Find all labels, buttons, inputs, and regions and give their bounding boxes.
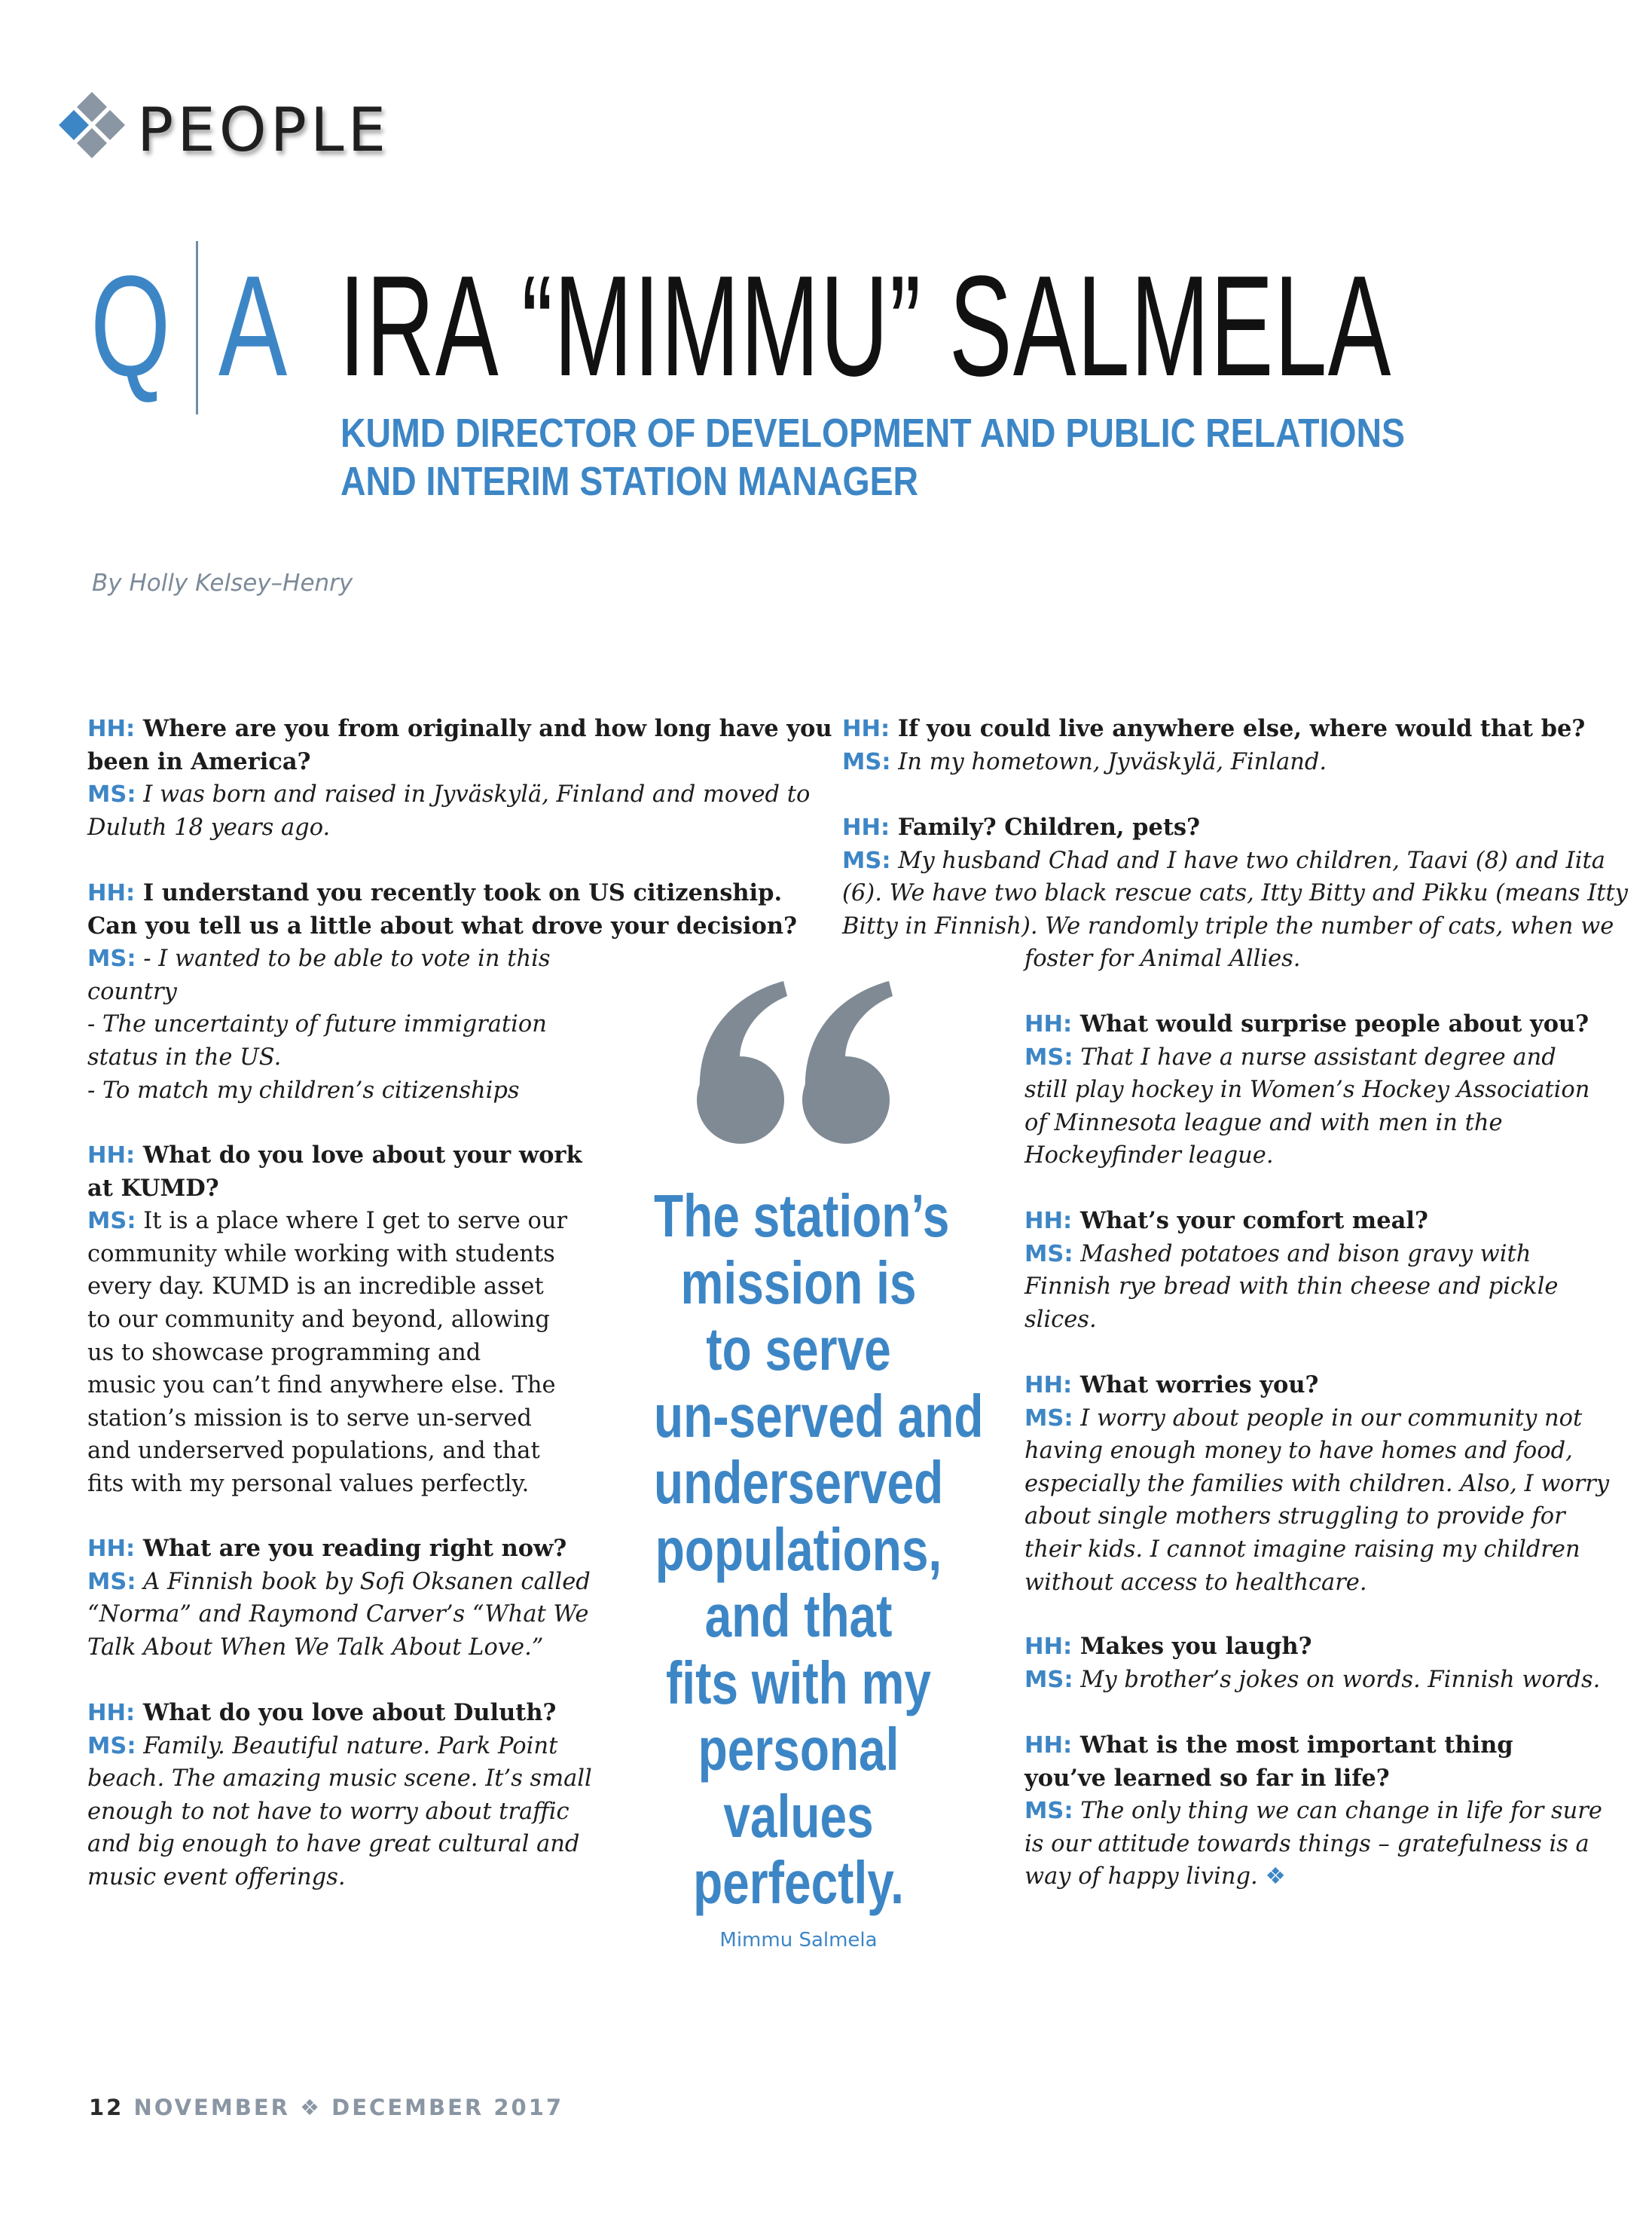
answer-cont: station’s mission is to serve un-served — [87, 1404, 532, 1432]
ms-label: MS: — [87, 1208, 136, 1235]
answer-cont: fits with my personal values perfectly. — [87, 1470, 530, 1497]
ms-label: MS: — [1024, 1404, 1073, 1432]
answer: MS: I worry about people in our community not — [1024, 1404, 1583, 1432]
answer: MS: Family. Beautiful nature. Park Point — [87, 1732, 558, 1759]
question-cont: Can you tell us a little about what drove your decision? — [87, 912, 797, 940]
answer: MS: - I wanted to be able to vote in this — [87, 946, 551, 973]
pull-quote-attribution: Mimmu Salmela — [719, 1929, 878, 1951]
question: HH: What worries you? — [1024, 1371, 1319, 1398]
answer: MS: My brother’s jokes on words. Finnish words. — [1024, 1666, 1601, 1693]
qa-item-duluth — [87, 1697, 592, 1894]
answer: MS: In my hometown, Jyväskylä, Finland. — [842, 748, 1327, 775]
answer-cont: of Minnesota league and with men in the — [1024, 1109, 1503, 1136]
answer-cont: music you can’t find anywhere else. The — [87, 1372, 556, 1399]
answer: MS: My husband Chad and I have two children, Taavi (8) and Iita — [842, 847, 1605, 874]
answer-cont: enough to not have to worry about traffic — [87, 1798, 569, 1825]
ms-label: MS: — [842, 748, 891, 775]
answer-cont: Duluth 18 years ago. — [87, 814, 331, 841]
qa-item-work — [87, 1139, 582, 1501]
answer-cont: - To match my children’s citizenships — [87, 1077, 520, 1104]
answer: MS: That I have a nurse assistant degree and — [1024, 1044, 1556, 1071]
answer-cont: - The uncertainty of future immigration — [87, 1011, 547, 1038]
question: HH: What would surprise people about you? — [1024, 1010, 1589, 1038]
ms-label: MS: — [1024, 1240, 1073, 1267]
answer-cont: is our attitude towards things – gratefulness is a — [1024, 1830, 1589, 1857]
quote-mark-icon — [689, 980, 900, 1153]
answer-cont: Bitty in Finnish). We randomly triple the number of cats, when we — [842, 912, 1614, 940]
hh-label: HH: — [1024, 1208, 1073, 1234]
qa-item-learned — [1024, 1729, 1602, 1893]
section-label: PEOPLE — [137, 95, 390, 165]
pull-quote-line: and that — [704, 1582, 893, 1649]
hh-label: HH: — [842, 815, 890, 841]
answer-cont: about single mothers struggling to provide for — [1024, 1503, 1565, 1530]
answer-cont: us to showcase programming and — [87, 1339, 481, 1366]
answer-cont: and big enough to have great cultural and — [87, 1831, 580, 1858]
pull-quote-line: un-served and — [654, 1382, 984, 1450]
answer-cont: Talk About When We Talk About Love.” — [87, 1634, 544, 1661]
answer-cont: country — [87, 978, 177, 1005]
qa-divider — [196, 241, 198, 414]
question: HH: Family? Children, pets? — [842, 814, 1200, 841]
hh-label: HH: — [842, 716, 890, 742]
answer-cont: slices. — [1024, 1306, 1097, 1333]
answer-cont: (6). We have two black rescue cats, Itty Bitty and Pikku (means Itty — [842, 880, 1629, 907]
hh-label: HH: — [87, 1536, 136, 1562]
pull-quote-line: populations, — [655, 1515, 942, 1583]
qa-item-comfort-meal — [1024, 1205, 1558, 1336]
hh-label: HH: — [87, 716, 136, 742]
question: HH: If you could live anywhere else, where would that be? — [842, 715, 1586, 742]
pull-quote-line: The station’s — [654, 1182, 950, 1249]
answer-cont: their kids. I cannot imagine raising my children — [1024, 1536, 1580, 1563]
ms-label: MS: — [87, 946, 136, 973]
answer-cont: Finnish rye bread with thin cheese and pickle — [1024, 1273, 1559, 1300]
answer-cont: and underserved populations, and that — [87, 1438, 540, 1465]
ms-label: MS: — [1024, 1666, 1073, 1693]
question: HH: I understand you recently took on US citizenship. — [87, 879, 783, 906]
qa-item-family — [842, 811, 1628, 976]
pull-quote-line: to serve — [706, 1316, 891, 1383]
byline: By Holly Kelsey–Henry — [92, 570, 353, 597]
answer: MS: It is a place where I get to serve our — [87, 1208, 568, 1235]
answer-cont: music event offerings. — [87, 1863, 346, 1890]
ms-label: MS: — [1024, 1044, 1073, 1071]
subtitle-line-1: KUMD DIRECTOR OF DEVELOPMENT AND PUBLIC RELATIONS — [340, 411, 1406, 456]
hh-label: HH: — [1024, 1011, 1073, 1038]
hh-label: HH: — [1024, 1634, 1073, 1660]
answer: MS: A Finnish book by Sofi Oksanen called — [87, 1568, 591, 1595]
ms-label: MS: — [842, 847, 891, 874]
pull-quote — [618, 1182, 984, 1917]
hh-label: HH: — [1024, 1732, 1073, 1759]
qa-item-laugh — [1024, 1631, 1600, 1696]
issue-date: NOVEMBER ❖ DECEMBER 2017 — [133, 2095, 564, 2120]
ms-label: MS: — [87, 781, 136, 808]
diamond-logo-icon — [54, 87, 130, 163]
answer-cont: having enough money to have homes and food, — [1024, 1438, 1573, 1465]
question-cont: at KUMD? — [87, 1174, 219, 1202]
question-cont: you’ve learned so far in life? — [1024, 1764, 1390, 1792]
answer-cont: especially the families with children. Also, I worry — [1024, 1470, 1610, 1497]
ms-label: MS: — [1024, 1798, 1073, 1825]
answer: MS: Mashed potatoes and bison gravy with — [1024, 1240, 1531, 1267]
answer: MS: The only thing we can change in life for sure — [1024, 1798, 1602, 1825]
question: HH: What do you love about your work — [87, 1142, 582, 1169]
answer-cont: to our community and beyond, allowing — [87, 1306, 550, 1333]
page-title: IRA “MIMMU” SALMELA — [339, 246, 1392, 406]
page-footer — [89, 2095, 563, 2120]
pull-quote-line: values — [723, 1782, 874, 1850]
answer-cont: “Norma” and Raymond Carver’s “What We — [87, 1601, 589, 1628]
qa-item-origin — [87, 713, 832, 844]
pull-quote-line: underserved — [654, 1449, 944, 1516]
ms-label: MS: — [87, 1568, 136, 1595]
question: HH: Makes you laugh? — [1024, 1633, 1312, 1660]
qa-item-surprise — [1024, 1008, 1589, 1172]
answer-cont: status in the US. — [87, 1044, 282, 1071]
pull-quote-line: perfectly. — [693, 1849, 904, 1916]
hh-label: HH: — [87, 1700, 136, 1726]
answer-cont: without access to healthcare. — [1024, 1569, 1367, 1596]
answer-cont: community while working with students — [87, 1240, 555, 1267]
hh-label: HH: — [1024, 1372, 1073, 1398]
question: HH: Where are you from originally and how long have you — [87, 715, 832, 742]
question: HH: What do you love about Duluth? — [87, 1699, 557, 1726]
end-mark-icon: ❖ — [1265, 1863, 1286, 1890]
qa-item-worries — [1024, 1369, 1609, 1599]
hh-label: HH: — [87, 1142, 136, 1169]
question: HH: What is the most important thing — [1024, 1731, 1513, 1759]
ms-label: MS: — [87, 1732, 136, 1759]
pull-quote-line: mission is — [680, 1249, 917, 1316]
question: HH: What are you reading right now? — [87, 1535, 567, 1562]
answer-cont: way of happy living. ❖ — [1024, 1863, 1286, 1890]
subtitle-line-2: AND INTERIM STATION MANAGER — [340, 459, 919, 504]
pull-quote-line: fits with my — [665, 1649, 932, 1716]
qa-q-letter: Q — [90, 246, 171, 406]
hh-label: HH: — [87, 880, 136, 906]
qa-item-reading — [87, 1533, 591, 1664]
pull-quote-line: personal — [698, 1716, 899, 1783]
question: HH: What’s your comfort meal? — [1024, 1207, 1428, 1234]
answer-cont: every day. KUMD is an incredible asset — [87, 1273, 544, 1300]
qa-a-letter: A — [218, 246, 288, 406]
answer-cont: still play hockey in Women’s Hockey Association — [1024, 1077, 1590, 1104]
qa-item-live-anywhere — [842, 713, 1585, 778]
answer-cont: Hockeyfinder league. — [1024, 1142, 1274, 1169]
page-number: 12 — [89, 2095, 124, 2120]
answer-cont: beach. The amazing music scene. It’s small — [87, 1765, 592, 1793]
answer-cont: foster for Animal Allies. — [1024, 946, 1301, 973]
answer: MS: I was born and raised in Jyväskylä, Finland and moved to — [87, 781, 811, 808]
question-cont: been in America? — [87, 747, 311, 775]
